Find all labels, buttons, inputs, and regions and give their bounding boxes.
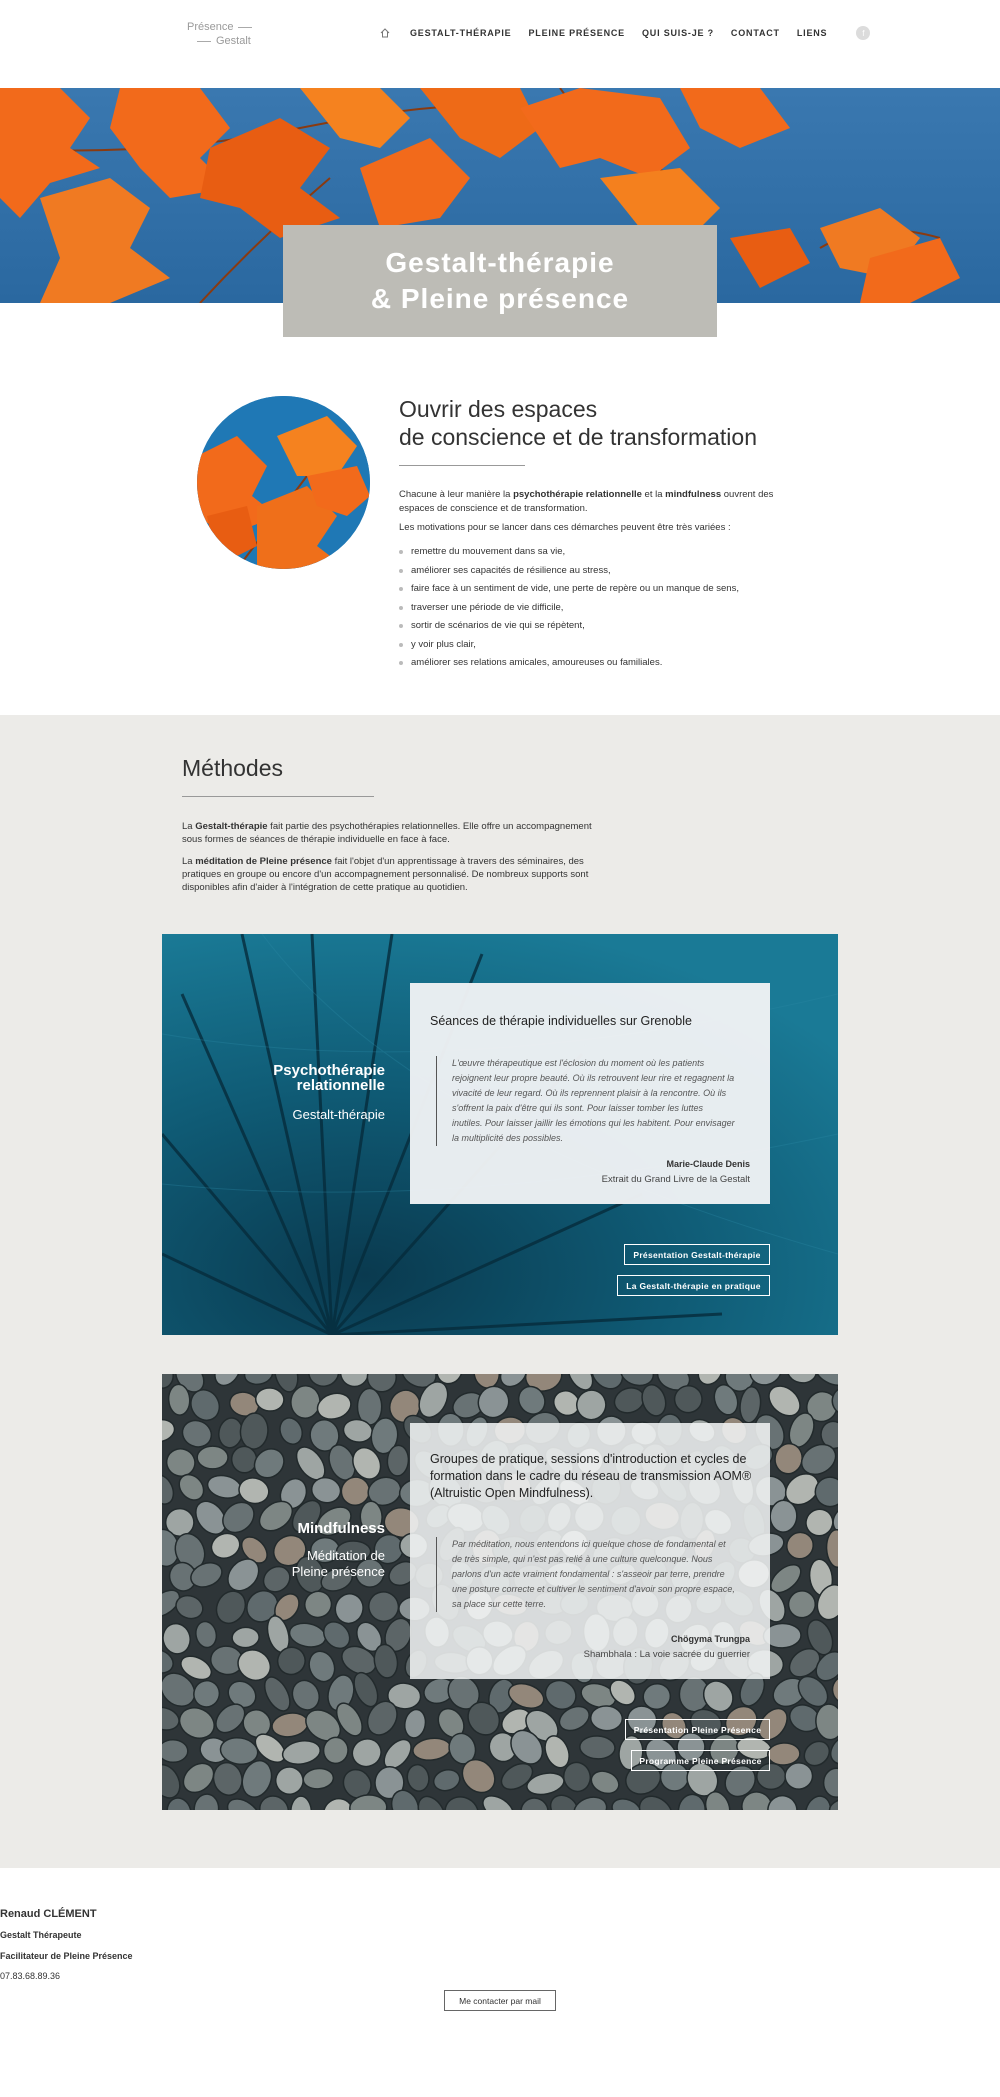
logo-line-2: Gestalt — [187, 34, 257, 48]
mindfulness-card-quote: Par méditation, nous entendons ici quelque chose de fondamental et de très simple, qui n'est pas relié à une culture quelconque. Nous parlons d'un acte vraiment fondamental : s'asseoir par terre, prendre une posture correcte et cultiver le sentiment d'avoir son propre espace, sa place sur cette terre. — [436, 1537, 736, 1612]
pebble-shape — [197, 1446, 228, 1469]
gestalt-en-pratique-button[interactable]: La Gestalt-thérapie en pratique — [617, 1275, 770, 1296]
intro-heading-line-1: Ouvrir des espaces — [399, 396, 598, 422]
programme-pleine-presence-button[interactable]: Programme Pleine Présence — [631, 1750, 770, 1771]
facebook-icon[interactable]: f — [856, 26, 870, 40]
footer-role-2: Facilitateur de Pleine Présence — [0, 1951, 133, 1961]
mindfulness-card-author: Chögyma Trungpa — [670, 1634, 750, 1644]
mindfulness-card-panel — [410, 1423, 770, 1679]
nav-qui-suis-je[interactable]: QUI SUIS-JE ? — [642, 28, 714, 38]
list-item: y voir plus clair, — [399, 636, 819, 655]
hero-title-line-1: Gestalt-thérapie — [385, 247, 615, 278]
mindfulness-card — [162, 1374, 838, 1810]
pebble-shape — [769, 1500, 797, 1533]
gestalt-card-side — [273, 1063, 385, 1123]
footer-phone: 07.83.68.89.36 — [0, 1971, 61, 1981]
nav-pleine-presence[interactable]: PLEINE PRÉSENCE — [528, 28, 625, 38]
intro-paragraph-2: Les motivations pour se lancer dans ces démarches peuvent être très variées : — [399, 522, 731, 533]
gestalt-card-heading: Séances de thérapie individuelles sur Grenoble — [430, 1014, 692, 1028]
methods-p1-text: La — [182, 821, 196, 832]
gestalt-card-source: Extrait du Grand Livre de la Gestalt — [601, 1174, 750, 1185]
gestalt-card-title-2: relationnelle — [296, 1077, 385, 1094]
gestalt-card-panel — [410, 983, 770, 1204]
hero-title-line-2: & Pleine présence — [370, 283, 630, 314]
intro-p1-bold-1: psychothérapie relationnelle — [513, 489, 642, 500]
methods-paragraph-2 — [182, 855, 612, 894]
list-item: sortir de scénarios de vie qui se répètent, — [399, 617, 819, 636]
pebble-shape — [232, 1627, 260, 1649]
methods-divider — [182, 796, 374, 797]
mindfulness-card-subtitle-2: Pleine présence — [291, 1564, 385, 1579]
intro-heading-line-2: de conscience et de transformation — [399, 424, 757, 450]
presentation-gestalt-button[interactable]: Présentation Gestalt-thérapie — [624, 1244, 770, 1265]
gestalt-card-author: Marie-Claude Denis — [666, 1159, 750, 1169]
site-header — [0, 0, 1000, 88]
mindfulness-card-heading: Groupes de pratique, sessions d'introduction et cycles de formation dans le cadre du réseau de transmission AOM® (Altruistic Open Mindfulness). — [430, 1452, 752, 1500]
gestalt-card-quote: L'œuvre thérapeutique est l'éclosion du moment où les patients rejoignent leur propre beauté. Où ils retrouvent leur rire et regagnent la vivacité de leur regard. Où ils reprennent plaisir à la rencontre. Où ils s'offrent la paix d'être qui ils sont. Pour laisser tomber les luttes inutiles. Pour laisser jaillir les émotions qui les habitent. Pour envisager la multiplicité des possibles. — [436, 1056, 736, 1146]
nav-liens[interactable]: LIENS — [796, 28, 828, 38]
site-footer — [0, 1868, 1000, 2097]
intro-leaf-image — [197, 396, 370, 569]
hero-title-box — [283, 225, 717, 337]
methods-p2-text: La — [182, 856, 196, 867]
intro-p1-text-3: ouvrent des espaces de conscience et de transformation. — [399, 489, 774, 514]
gestalt-card-subtitle: Gestalt-thérapie — [292, 1107, 385, 1122]
gestalt-card-title-1: Psychothérapie — [273, 1062, 385, 1079]
pebble-shape — [162, 1739, 188, 1762]
methods-p2-bold: méditation de Pleine présence — [195, 856, 332, 867]
intro-p1-text-2: et la — [641, 489, 666, 500]
nav-gestalt-therapie[interactable]: GESTALT-THÉRAPIE — [410, 28, 512, 38]
home-icon[interactable] — [378, 26, 392, 40]
methods-paragraph-1 — [182, 820, 612, 846]
list-item: améliorer ses relations amicales, amoureuses ou familiales. — [399, 654, 819, 673]
footer-role-1: Gestalt Thérapeute — [0, 1930, 82, 1940]
logo-line-1: Présence — [187, 20, 257, 34]
nav-contact[interactable]: CONTACT — [730, 28, 780, 38]
methods-text — [182, 820, 612, 903]
motivations-list — [399, 543, 819, 673]
list-item: faire face à un sentiment de vide, une perte de repère ou un manque de sens, — [399, 580, 819, 599]
presentation-pleine-presence-button[interactable]: Présentation Pleine Présence — [625, 1719, 770, 1740]
intro-p1-text: Chacune à leur manière la — [399, 489, 514, 500]
site-logo[interactable] — [187, 20, 257, 48]
intro-p1-bold-2: mindfulness — [665, 489, 722, 500]
methods-p1-bold: Gestalt-thérapie — [195, 821, 268, 832]
list-item: traverser une période de vie difficile, — [399, 599, 819, 618]
mindfulness-card-side — [292, 1521, 385, 1580]
mindfulness-card-source: Shambhala : La voie sacrée du guerrier — [583, 1649, 750, 1660]
mindfulness-card-title: Mindfulness — [297, 1520, 385, 1537]
main-nav — [378, 26, 870, 40]
intro-text — [399, 488, 799, 540]
methods-title: Méthodes — [182, 755, 284, 781]
intro-heading — [399, 395, 757, 451]
intro-divider — [399, 465, 525, 466]
methods-p1-text-2: fait partie des psychothérapies relationnelles. Elle offre un accompagnement sous formes de séances de thérapie individuelle en face à face. — [182, 821, 592, 845]
mindfulness-card-subtitle-1: Méditation de — [306, 1548, 385, 1563]
gestalt-card — [162, 934, 838, 1335]
intro-paragraph-1 — [399, 488, 799, 516]
methods-p2-text-2: fait l'objet d'un apprentissage à travers des séminaires, des pratiques en groupe ou encore d'un accompagnement personnalisé. De nombreux supports sont disponibles afin d'aider à l'intégration de cette pratique au quotidien. — [182, 856, 589, 893]
footer-name: Renaud CLÉMENT — [0, 1908, 97, 1920]
list-item: améliorer ses capacités de résilience au stress, — [399, 562, 819, 581]
list-item: remettre du mouvement dans sa vie, — [399, 543, 819, 562]
contact-mail-button[interactable]: Me contacter par mail — [444, 1990, 556, 2011]
